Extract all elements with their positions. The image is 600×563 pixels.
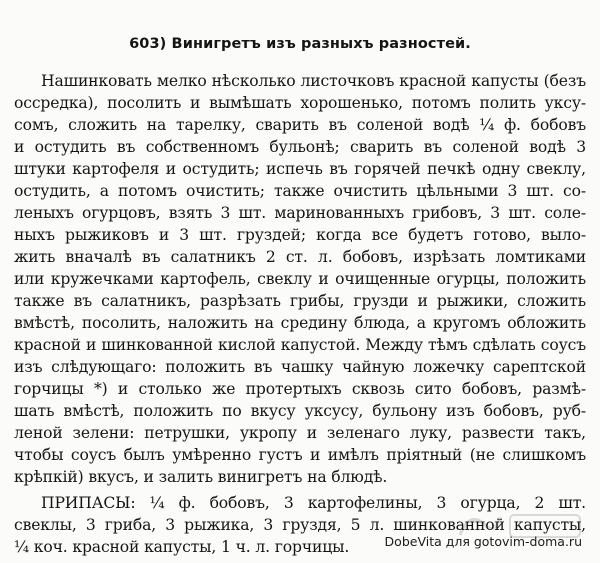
body-line: вмѣстѣ, посолить, наложить на средину блюда, а кругомъ обложить	[14, 314, 586, 332]
body-line: ныхъ рыжиковъ и 3 шт. груздей; когда все будетъ готово, выло-	[14, 226, 586, 244]
body-line: или кружечками картофель, свеклу и очищенные огурцы, положить	[14, 270, 586, 288]
supplies-line: ¼ коч. красной капусты, 1 ч. л. горчицы.	[14, 538, 350, 556]
body-line: леной зелени: петрушки, укропу и зеленаго луку, развести такъ,	[14, 424, 586, 442]
body-line: сомъ, сложить на тарелку, сварить въ соленой водѣ ¼ ф. бобовъ	[14, 116, 586, 134]
body-line: оссредка), посолить и вымѣшать хорошенько, потомъ полить уксу-	[14, 94, 586, 112]
recipe-title: 603) Винигретъ изъ разныхъ разностей.	[129, 36, 471, 52]
supplies-line: свеклы, 3 гриба, 3 рыжика, 3 груздя, 5 л. шинкованной капусты,	[14, 516, 586, 534]
body-line: и остудить въ собственномъ бульонѣ; сварить въ соленой водѣ 3	[14, 138, 586, 156]
watermark-caption: DobeVita для gotovim-doma.ru	[384, 534, 582, 549]
body-line: красной и шинкованной кислой капустой. Между тѣмъ сдѣлать соусъ	[14, 336, 586, 354]
body-line: крѣпкій) вкусъ, и залить винигретъ на блюдѣ.	[14, 468, 388, 486]
body-line: леныхъ огурцовъ, взять 3 шт. маринованныхъ грибовъ, 3 шт. соле-	[14, 204, 586, 222]
supplies-line: ПРИПАСЫ: ¼ ф. бобовъ, 3 картофелины, 3 огурца, 2 шт.	[41, 494, 586, 512]
body-line: жить вначалѣ въ салатникъ 2 ст. л. бобовъ, изрѣзать ломтиками	[14, 248, 586, 266]
body-line: чтобы соусъ былъ умѣренно густъ и имѣлъ пріятный (не слишкомъ	[14, 446, 586, 464]
body-line: Нашинковать мелко нѣсколько листочковъ красной капусты (безъ	[41, 72, 586, 90]
body-line: остудить, а потомъ очистить; также очистить цѣльными 3 шт. со-	[14, 182, 586, 200]
body-line: штуки картофеля и остудить; испечь въ горячей печкѣ одну свеклу,	[14, 160, 586, 178]
body-line: шать вмѣстѣ, положить по вкусу уксусу, бульону изъ бобовъ, руб-	[14, 402, 586, 420]
body-line: также въ салатникъ, разрѣзать грибы, грузди и рыжики, сложить	[14, 292, 586, 310]
body-line: горчицы *) и столько же протертыхъ сквозь сито бобовъ, размѣ-	[14, 380, 586, 398]
body-line: изъ слѣдующаго: положить въ чашку чайную ложечку сарептской	[14, 358, 586, 376]
